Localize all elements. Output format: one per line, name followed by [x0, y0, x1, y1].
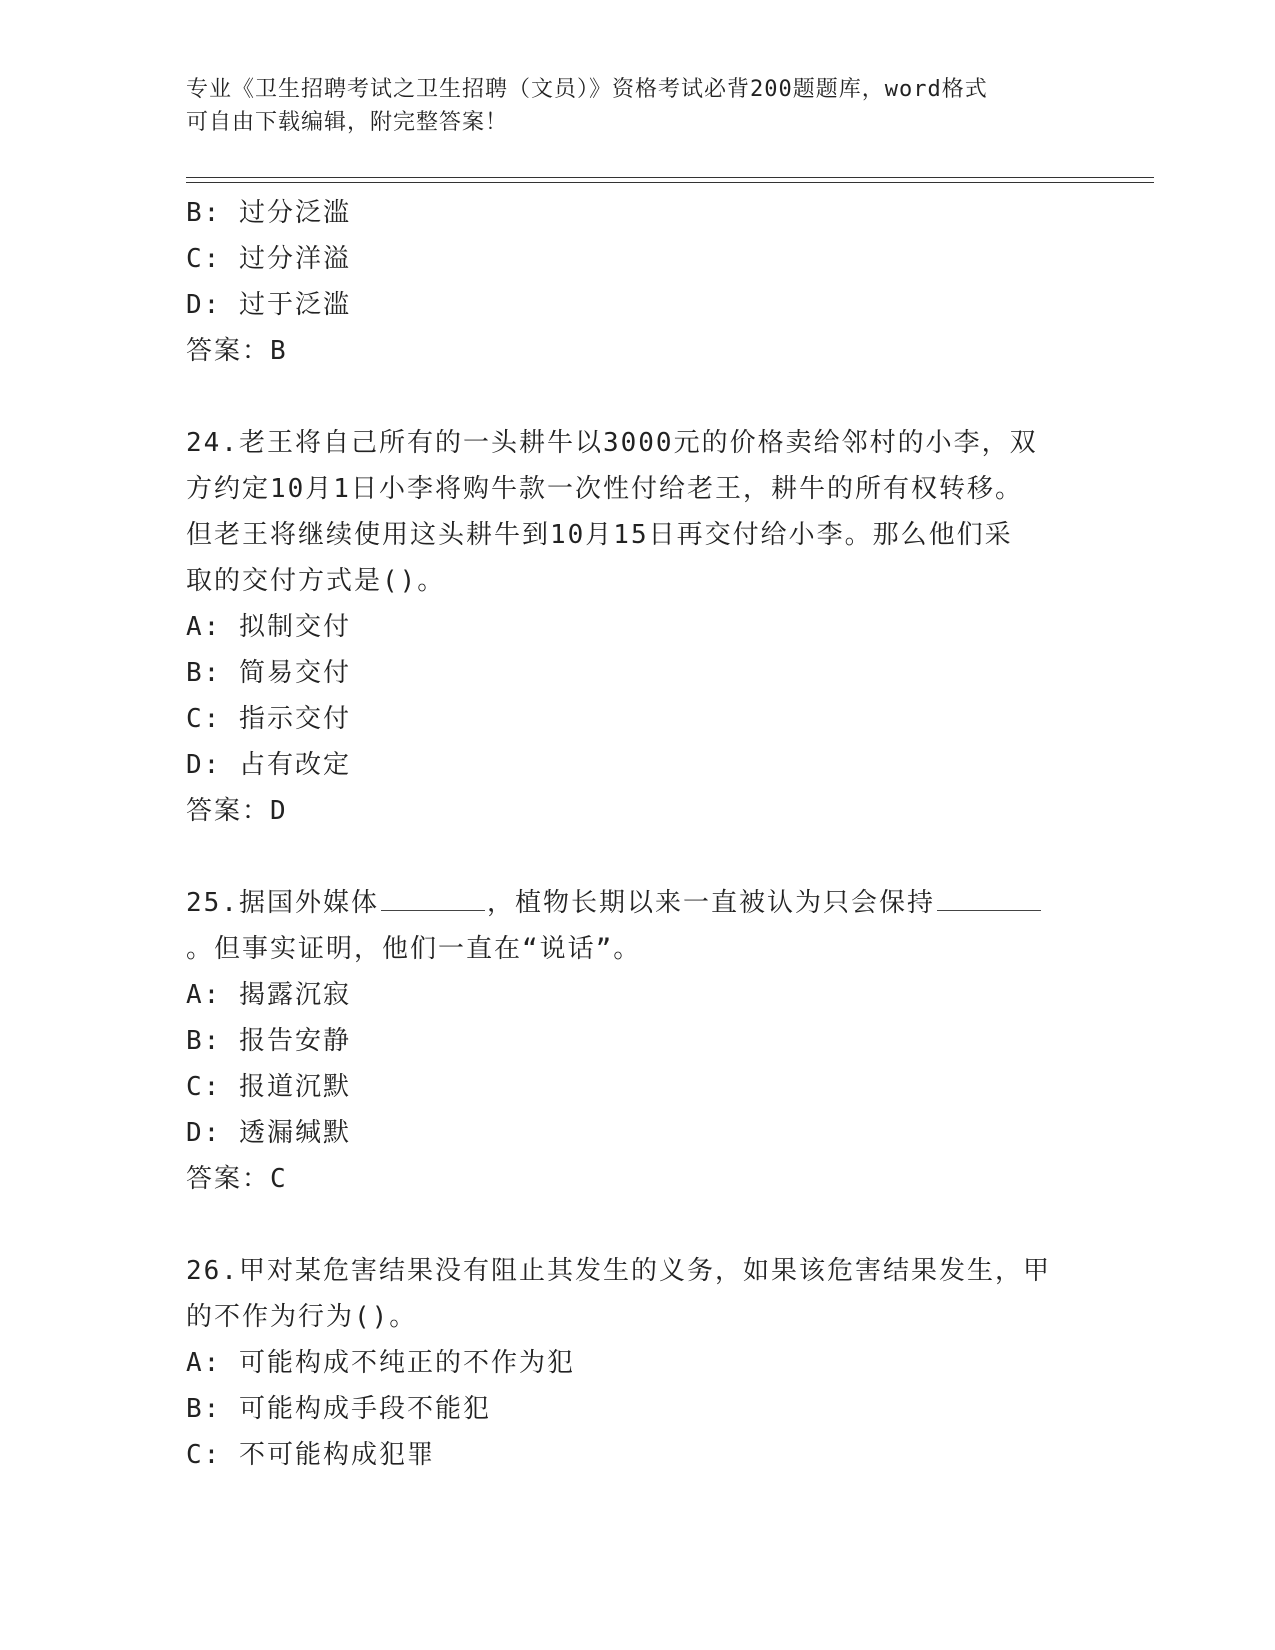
spacer — [186, 834, 1086, 880]
option-a: A: 揭露沉寂 — [186, 980, 351, 1010]
question-text-part: ，植物长期以来一直被认为只会保持 — [486, 888, 935, 918]
question-text-line — [186, 880, 1086, 926]
fill-blank — [381, 884, 485, 911]
question-content — [186, 190, 1086, 1478]
header-title-line2: 可自由下载编辑，附完整答案！ — [186, 110, 509, 135]
option-d: D: 过于泛滥 — [186, 290, 351, 320]
option-b: B: 简易交付 — [186, 658, 351, 688]
question-text-line: 24.老王将自己所有的一头耕牛以3000元的价格卖给邻村的小李，双 — [186, 428, 1038, 458]
question-text-line: 取的交付方式是()。 — [186, 566, 446, 596]
option-c: C: 不可能构成犯罪 — [186, 1440, 435, 1470]
question-text-line: 。但事实证明，他们一直在“说话”。 — [186, 934, 642, 964]
header-title-line1: 专业《卫生招聘考试之卫生招聘（文员）》资格考试必背200题题库，word格式 — [186, 77, 988, 102]
fill-blank — [937, 884, 1041, 911]
question-25 — [186, 880, 1086, 1202]
option-a: A: 拟制交付 — [186, 612, 351, 642]
question-text-line: 26.甲对某危害结果没有阻止其发生的义务，如果该危害结果发生，甲 — [186, 1256, 1051, 1286]
header-divider-bottom — [186, 182, 1154, 183]
question-24 — [186, 420, 1086, 834]
option-d: D: 透漏缄默 — [186, 1118, 351, 1148]
question-text-line: 但老王将继续使用这头耕牛到10月15日再交付给小李。那么他们采 — [186, 520, 1013, 550]
option-d: D: 占有改定 — [186, 750, 351, 780]
option-c: C: 指示交付 — [186, 704, 351, 734]
option-c: C: 报道沉默 — [186, 1072, 351, 1102]
spacer — [186, 374, 1086, 420]
spacer — [186, 1202, 1086, 1248]
option-a: A: 可能构成不纯正的不作为犯 — [186, 1348, 575, 1378]
question-23-tail — [186, 190, 1086, 374]
answer-line: 答案：C — [186, 1164, 288, 1194]
question-text-part: 25.据国外媒体 — [186, 888, 379, 918]
answer-line: 答案：B — [186, 336, 288, 366]
option-b: B: 过分泛滥 — [186, 198, 351, 228]
question-text-line: 的不作为行为()。 — [186, 1302, 418, 1332]
header-divider-top — [186, 177, 1154, 178]
option-c: C: 过分洋溢 — [186, 244, 351, 274]
answer-line: 答案：D — [186, 796, 288, 826]
document-header — [186, 73, 1086, 139]
question-26 — [186, 1248, 1086, 1478]
option-b: B: 可能构成手段不能犯 — [186, 1394, 491, 1424]
question-text-line: 方约定10月1日小李将购牛款一次性付给老王，耕牛的所有权转移。 — [186, 474, 1023, 504]
option-b: B: 报告安静 — [186, 1026, 351, 1056]
